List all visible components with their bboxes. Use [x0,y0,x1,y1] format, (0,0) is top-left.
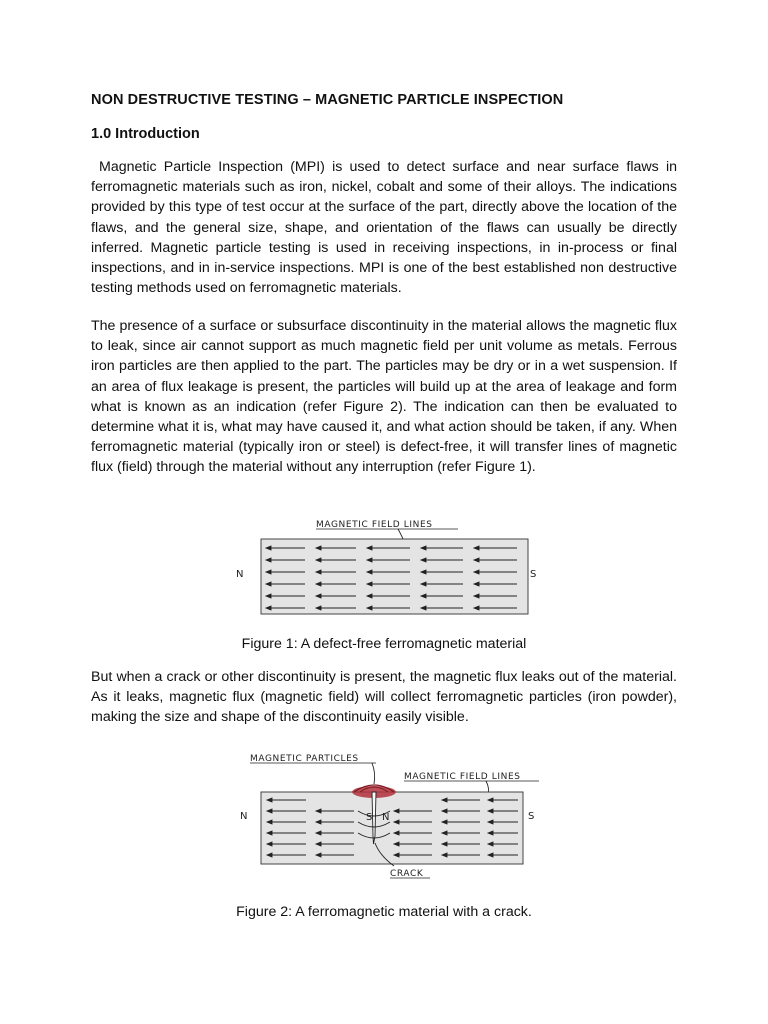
figure-2-crack-north-pole: N [382,812,390,823]
figure-1-caption: Figure 1: A defect-free ferromagnetic material [241,636,527,652]
figure-2-south-pole: S [528,811,535,822]
figure-2-field-lines-label: MAGNETIC FIELD LINES [404,772,521,782]
paragraph-discontinuity: The presence of a surface or subsurface discontinuity in the material allows the magnetic flux to leak, since air cannot support as much magnetic field per unit volume as metals. Ferrous iron particles are then applied to the part. The particles may be dry or in a wet suspension. If an area of flux leakage is present, the particles will build up at the area of leakage and form what is known as an indication (refer Figure 2). The indication can then be evaluated to determine what it is, what may have caused it, and what action should be taken, if any. When ferromagnetic material (typically iron or steel) is defect-free, it will transfer lines of magnetic flux (field) through the material without any interruption (refer Figure 1). [91,318,677,476]
figure-2-crack [372,792,376,844]
figure-2-caption: Figure 2: A ferromagnetic material with a crack. [236,904,532,920]
figure-2-bar [261,792,523,864]
figure-1-field-lines-label: MAGNETIC FIELD LINES [316,520,433,530]
figure-1-bar [261,539,528,614]
section-heading: 1.0 Introduction [91,126,200,142]
figure-2-diagram [236,748,546,882]
page-title: NON DESTRUCTIVE TESTING – MAGNETIC PARTICLE INSPECTION [91,92,564,108]
paragraph-intro: Magnetic Particle Inspection (MPI) is used to detect surface and near surface flaws in ferromagnetic materials such as iron, nickel, cobalt and some of their alloys. The indications provided by this type of test occur at the surface of the part, directly above the location of the flaws, and the general size, shape, and orientation of the flaws can usually be directly inferred. Magnetic particle testing is used in receiving inspections, in in-process or final inspections, and in in-service inspections. MPI is one of the best established non destructive testing methods used on ferromagnetic materials. [91,159,677,297]
figure-1-north-pole: N [236,569,244,580]
figure-2-particles-leader [372,763,375,784]
paragraph-crack: But when a crack or other discontinuity is present, the magnetic flux leaks out of the material. As it leaks, magnetic flux (magnetic field) will collect ferromagnetic particles (iron powder), making the size and shape of the discontinuity easily visible. [91,669,677,726]
figure-2-particles-label: MAGNETIC PARTICLES [250,754,359,764]
figure-2-north-pole: N [240,811,248,822]
figure-1-south-pole: S [530,569,537,580]
figure-1-diagram [230,512,540,618]
figure-2-crack-south-pole: S [366,812,373,823]
figure-2-crack-label: CRACK [390,869,424,879]
